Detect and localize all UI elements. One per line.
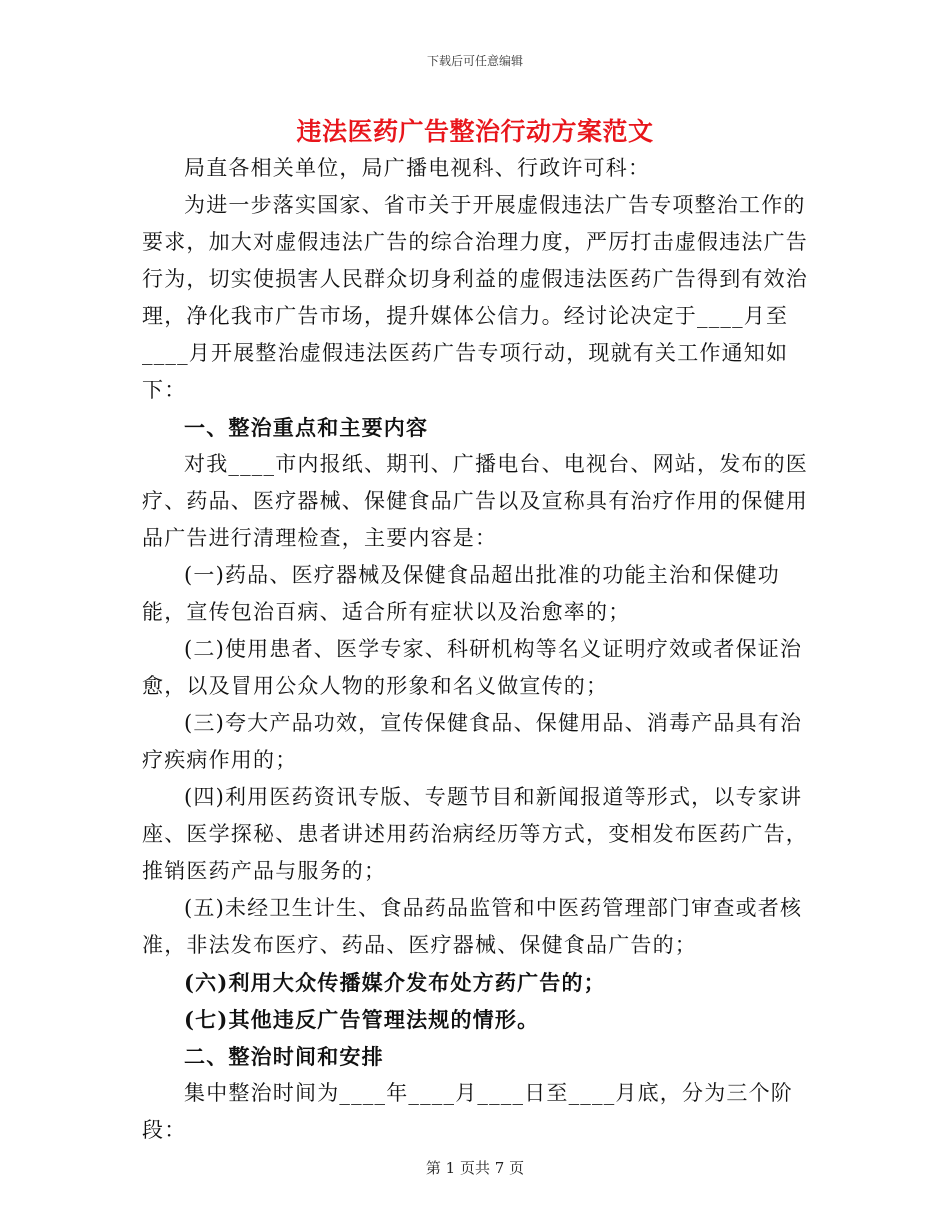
list-item: (三)夸大产品功效，宣传保健食品、保健用品、消毒产品具有治疗疾病作用的； — [142, 711, 803, 772]
list-item: (七)其他违反广告管理法规的情形。 — [184, 1007, 540, 1032]
list-item: (六)利用大众传播媒介发布处方药广告的； — [184, 970, 606, 995]
list-item: (一)药品、医疗器械及保健食品超出批准的功能主治和保健功能，宣传包治百病、适合所有症状以及治愈率的； — [142, 563, 780, 624]
list-item: (五)未经卫生计生、食品药品监管和中医药管理部门审查或者核准，非法发布医疗、药品、医疗器械、保健食品广告的； — [142, 896, 803, 957]
paragraph: 为进一步落实国家、省市关于开展虚假违法广告专项整治工作的要求，加大对虚假违法广告的综合治理力度，严厉打击虚假违法广告行为，切实使损害人民群众切身利益的虚假违法医药广告得到有效治理，净化我市广告市场，提升媒体公信力。经讨论决定于____月至____月开展整治虚假违法医药广告专项行动，现就有关工作通知如下： — [142, 193, 808, 402]
list-item: (二)使用患者、医学专家、科研机构等名义证明疗效或者保证治愈，以及冒用公众人物的形象和名义做宣传的； — [142, 637, 803, 698]
paragraph: 对我____市内报纸、期刊、广播电台、电视台、网站，发布的医疗、药品、医疗器械、保健食品广告以及宣称具有治疗作用的保健用品广告进行清理检查，主要内容是： — [142, 452, 808, 550]
paragraph: 集中整治时间为____年____月____日至____月底，分为三个阶段： — [142, 1081, 793, 1142]
page-header-note: 下载后可任意编辑 — [426, 54, 523, 68]
page-footer: 第 1 页共 7 页 — [425, 1159, 525, 1177]
list-item: (四)利用医药资讯专版、专题节目和新闻报道等形式，以专家讲座、医学探秘、患者讲述用药治病经历等方式，变相发布医药广告，推销医药产品与服务的； — [142, 785, 808, 883]
document-body — [142, 150, 810, 1149]
paragraph: 局直各相关单位，局广播电视科、行政许可科： — [184, 156, 651, 180]
section-heading: 一、整治重点和主要内容 — [184, 415, 429, 440]
section-heading: 二、整治时间和安排 — [184, 1044, 384, 1069]
document-title: 违法医药广告整治行动方案范文 — [296, 117, 654, 146]
